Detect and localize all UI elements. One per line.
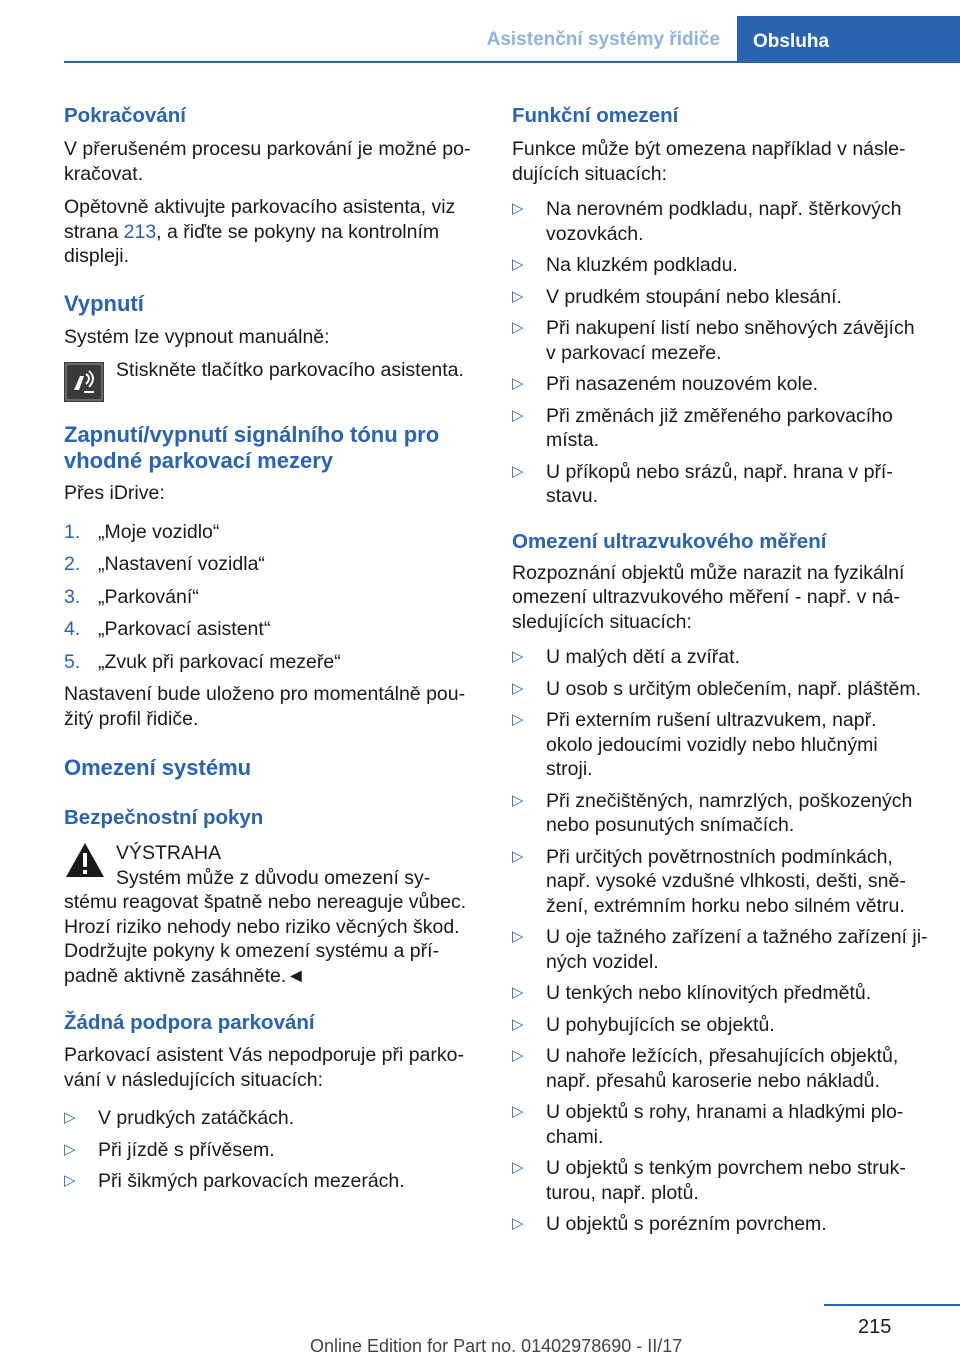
list-item-text: U oje tažného zařízení a tažného zařízení ji- [546, 926, 928, 948]
list-item-text: Při nasazeném nouzovém kole. [546, 373, 819, 395]
triangle-bullet-icon: ▷ [64, 1172, 76, 1189]
list-item [512, 460, 932, 509]
heading-line: vhodné parkovací mezery [64, 448, 334, 473]
list-item [512, 1044, 932, 1093]
paragraph-note [64, 682, 482, 731]
text-line: padně aktivně zasáhněte.◄ [64, 964, 306, 987]
header-section-title: Asistenční systémy řidiče [486, 29, 720, 50]
ultrasonic-limits-list [512, 645, 932, 1237]
heading-ultrazvuk: Omezení ultrazvukového měření [512, 529, 827, 553]
paragraph-pokracovani-1 [64, 137, 482, 186]
triangle-bullet-icon: ▷ [512, 256, 524, 273]
list-item [64, 585, 482, 610]
header-rule [64, 61, 960, 63]
text-line: displeji. [64, 245, 130, 267]
triangle-bullet-icon: ▷ [512, 200, 524, 217]
list-item [512, 372, 932, 397]
triangle-bullet-icon: ▷ [512, 319, 524, 336]
list-item-text: U pohybujících se objektů. [546, 1013, 775, 1036]
triangle-bullet-icon: ▷ [512, 1159, 524, 1176]
function-limits-list [512, 197, 932, 509]
list-item [512, 316, 932, 365]
list-item-text: žení, extrémním horku nebo silném větru. [546, 894, 905, 917]
list-item [64, 520, 482, 545]
footer-rule [824, 1304, 960, 1306]
text-line: Rozpoznání objektů může narazit na fyzikální [512, 561, 905, 584]
step-text: „Moje vozidlo“ [98, 520, 220, 543]
page-reference-link[interactable]: 213 [123, 220, 157, 243]
list-item-text: Při nakupení listí nebo sněhových závějích [546, 317, 915, 339]
list-item-text: U objektů s tenkým povrchem nebo struk- [546, 1157, 906, 1179]
list-item-text: vozovkách. [546, 222, 644, 245]
list-item [512, 1100, 932, 1149]
text-line: Parkovací asistent Vás nepodporuje při parko- [64, 1044, 464, 1066]
text-line: kračovat. [64, 162, 144, 185]
list-item-text: U osob s určitým oblečením, např. pláštěm. [546, 677, 921, 700]
page-number: 215 [858, 1316, 892, 1338]
list-item-text: U objektů s porézním povrchem. [546, 1213, 827, 1235]
list-item-text: např. vysoké vzdušné vlhkosti, dešti, sně- [546, 870, 906, 892]
right-column [512, 100, 932, 1244]
list-item-text: Při změnách již změřeného parkovacího [546, 404, 893, 427]
list-item-text: Při znečištěných, namrzlých, poškozených [546, 789, 913, 812]
list-item-text: v parkovací mezeře. [546, 341, 722, 364]
list-item [512, 1013, 932, 1038]
list-item-text: Při jízdě s přívěsem. [98, 1138, 275, 1161]
triangle-bullet-icon: ▷ [64, 1109, 76, 1126]
list-item [64, 617, 482, 642]
list-item-text: U příkopů nebo srázů, např. hrana v pří- [546, 460, 893, 483]
list-item [64, 552, 482, 577]
text-span: strana [64, 220, 124, 243]
text-line: žitý profil řidiče. [64, 707, 199, 730]
text-line: stému reagovat špatně nebo nereaguje vůbec. [64, 891, 467, 913]
heading-vypnuti: Vypnutí [64, 290, 144, 316]
triangle-bullet-icon: ▷ [512, 791, 524, 809]
step-number: 4. [64, 618, 81, 640]
list-item [512, 677, 932, 702]
list-item [64, 1169, 482, 1194]
header-chapter-tab: Obsluha [737, 16, 960, 62]
list-item-text: okolo jedoucími vozidly nebo hlučnými [546, 733, 878, 756]
text-line: Nastavení bude uloženo pro momentálně pou- [64, 683, 466, 705]
list-item-text: U malých dětí a zvířat. [546, 646, 740, 668]
list-item [64, 650, 482, 675]
warning-block [64, 841, 482, 890]
heading-funkcni-omezeni: Funkční omezení [512, 104, 679, 127]
list-item [512, 253, 932, 278]
triangle-bullet-icon: ▷ [512, 928, 524, 945]
heading-zadna-podpora: Žádná podpora parkování [64, 1011, 315, 1034]
text-line: Dodržujte pokyny k omezení systému a pří- [64, 940, 439, 962]
triangle-bullet-icon: ▷ [512, 847, 524, 865]
list-item-text: např. přesahů karoserie nebo nákladů. [546, 1069, 880, 1092]
triangle-bullet-icon: ▷ [512, 679, 524, 697]
list-item-text: U tenkých nebo klínovitých předmětů. [546, 982, 872, 1004]
no-support-list [64, 1106, 482, 1194]
paragraph-idrive: Přes iDrive: [64, 482, 165, 504]
paragraph-ultrazvuk [512, 561, 932, 635]
list-item-text: U nahoře ležících, přesahujících objektů, [546, 1045, 899, 1067]
heading-bezpecnostni-pokyn: Bezpečnostní pokyn [64, 806, 264, 829]
warning-text-line: Systém může z důvodu omezení sy- [116, 866, 431, 889]
text-line: Hrozí riziko nehody nebo riziko věcných škod. [64, 915, 460, 938]
triangle-bullet-icon: ▷ [512, 1047, 524, 1064]
list-item-text: V prudkém stoupání nebo klesání. [546, 285, 842, 308]
list-item [512, 925, 932, 974]
triangle-bullet-icon: ▷ [512, 711, 524, 728]
triangle-bullet-icon: ▷ [64, 1140, 76, 1158]
paragraph-vypnuti: Systém lze vypnout manuálně: [64, 325, 330, 348]
list-item-text: Na kluzkém podkladu. [546, 254, 738, 276]
steps-list [64, 520, 482, 675]
list-item [512, 1156, 932, 1205]
list-item [512, 1212, 932, 1237]
list-item [512, 197, 932, 246]
step-number: 5. [64, 650, 81, 673]
text-line: sledujících situacích: [512, 610, 692, 633]
parking-assistant-button-icon [64, 362, 104, 402]
edition-footer: Online Edition for Part no. 01402978690 - II/17 [310, 1336, 683, 1356]
list-item-text: chami. [546, 1125, 604, 1148]
triangle-bullet-icon: ▷ [512, 375, 524, 392]
paragraph-zadna [64, 1043, 482, 1092]
step-text: „Parkování“ [98, 585, 199, 608]
list-item-text: Při určitých povětrnostních podmínkách, [546, 845, 893, 868]
triangle-bullet-icon: ▷ [512, 1015, 524, 1033]
text-line: vání v následujících situacích: [64, 1068, 324, 1091]
list-item-text: ných vozidel. [546, 950, 659, 973]
text-line: dujících situacích: [512, 162, 667, 185]
warning-triangle-icon [64, 841, 106, 886]
step-number: 1. [64, 520, 81, 543]
list-item [512, 404, 932, 453]
heading-line: Zapnutí/vypnutí signálního tónu pro [64, 422, 440, 447]
paragraph-funkcni [512, 137, 932, 186]
list-item [512, 285, 932, 310]
heading-pokracovani: Pokračování [64, 104, 186, 127]
step-text: „Zvuk při parkovací mezeře“ [98, 650, 341, 673]
heading-zapnuti [64, 422, 482, 474]
heading-omezeni-systemu: Omezení systému [64, 755, 252, 780]
list-item [64, 1138, 482, 1163]
list-item-text: turou, např. plotů. [546, 1181, 699, 1204]
step-number: 3. [64, 585, 81, 608]
list-item [512, 708, 932, 782]
list-item-text: V prudkých zatáčkách. [98, 1107, 295, 1129]
list-item [512, 981, 932, 1006]
list-item-text: stroji. [546, 758, 593, 780]
triangle-bullet-icon: ▷ [512, 1103, 524, 1120]
list-item [512, 845, 932, 919]
list-item-text: Při externím rušení ultrazvukem, např. [546, 709, 877, 731]
text-line: Opětovně aktivujte parkovacího asistenta, viz [64, 196, 456, 218]
list-item-text: stavu. [546, 485, 599, 507]
text-line: Funkce může být omezena například v násle- [512, 138, 906, 160]
list-item [64, 1106, 482, 1131]
list-item-text: U objektů s rohy, hranami a hladkými plo- [546, 1101, 904, 1123]
triangle-bullet-icon: ▷ [512, 648, 524, 665]
triangle-bullet-icon: ▷ [512, 1215, 524, 1232]
step-number: 2. [64, 553, 81, 575]
text-span: , a řiďte se pokyny na kontrolním [156, 220, 440, 243]
list-item-text: Při šikmých parkovacích mezerách. [98, 1170, 405, 1192]
text-line: omezení ultrazvukového měření - např. v ná- [512, 586, 901, 608]
text-line [64, 220, 482, 245]
warning-text [64, 890, 482, 988]
list-item-text: nebo posunutých snímačích. [546, 814, 795, 836]
list-item-text: místa. [546, 429, 600, 451]
park-button-instruction: Stiskněte tlačítko parkovacího asistenta. [116, 359, 464, 381]
step-text: „Parkovací asistent“ [98, 618, 271, 640]
list-item [512, 789, 932, 838]
triangle-bullet-icon: ▷ [512, 984, 524, 1001]
paragraph-pokracovani-2 [64, 195, 482, 269]
list-item [512, 645, 932, 670]
triangle-bullet-icon: ▷ [512, 406, 524, 424]
triangle-bullet-icon: ▷ [512, 287, 524, 305]
warning-label: VÝSTRAHA [116, 842, 222, 864]
step-text: „Nastavení vozidla“ [98, 553, 265, 575]
text-line: V přerušeném procesu parkování je možné po- [64, 138, 471, 160]
left-column [64, 100, 482, 1201]
triangle-bullet-icon: ▷ [512, 462, 524, 480]
list-item-text: Na nerovném podkladu, např. štěrkových [546, 198, 902, 220]
page-header [0, 0, 960, 62]
park-button-row [64, 358, 482, 402]
